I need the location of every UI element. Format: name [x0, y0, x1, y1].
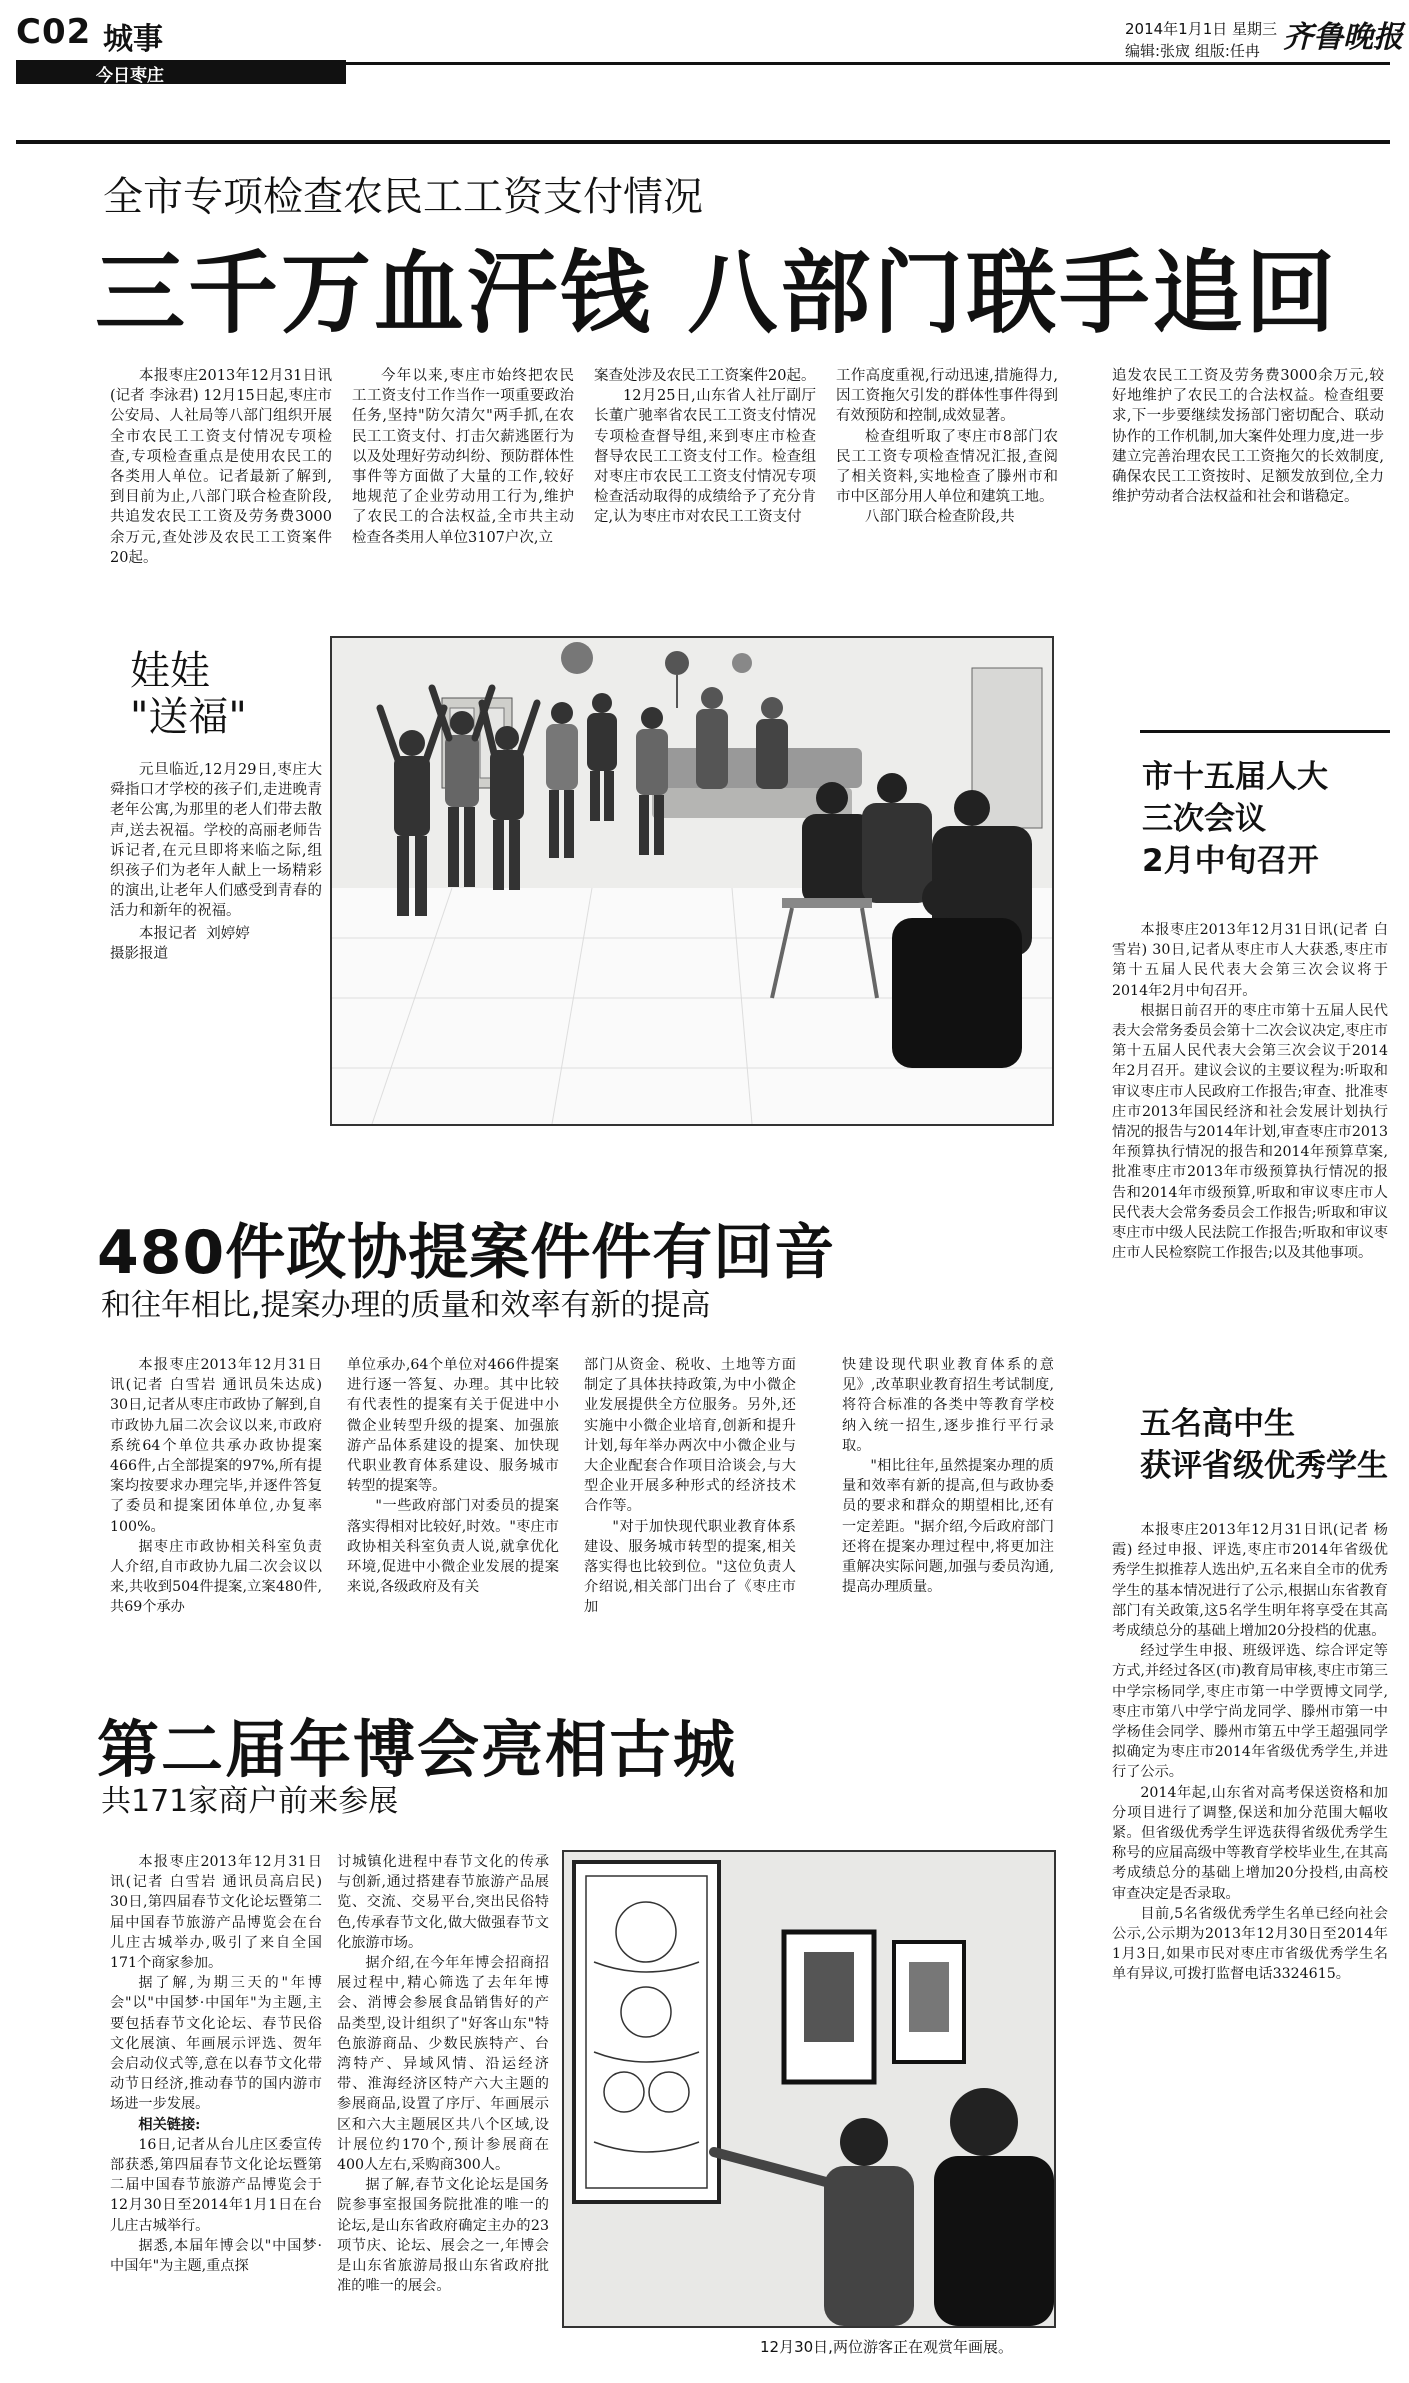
article-paragraph: 单位承办,64个单位对466件提案进行逐一答复、办理。其中比较有代表性的提案有关于促进中小微企业转型升级的提案、加强旅游产品体系建设的提案、加快现代职业教育体系建设、服务城市转型的提案等。 — [347, 1357, 559, 1495]
article-paragraph: 目前,5名省级优秀学生名单已经向社会公示,公示期为2013年12月30日至2014年1月3日,如果市民对枣庄市省级优秀学生名单有异议,可拨打监督电话3324615。 — [1112, 1905, 1388, 1983]
congress-headline: 市十五届人大 三次会议 2月中旬召开 — [1142, 759, 1328, 879]
right-column-rule — [1140, 730, 1390, 733]
wages-column-3 — [594, 366, 816, 576]
proposals-column-3 — [584, 1355, 796, 1660]
students-headline: 五名高中生 获评省级优秀学生 — [1140, 1406, 1388, 1484]
wages-column-4 — [836, 366, 1058, 576]
article-paragraph: 本报枣庄2013年12月31日讯(记者 白雪岩 通讯员朱达成) 30日,记者从枣庄市政协了解到,自市政协九届二次会议以来,市政府系统64个单位共承办政协提案466件,占全部提案的97%,所有提案均按要求办理完毕,并逐件答复了委员和提案团体单位,办复率100%。 — [110, 1357, 322, 1535]
article-paragraph: 本报枣庄2013年12月31日讯(记者 白雪岩) 30日,记者从枣庄市人大获悉,枣庄市第十五届人民代表大会第三次会议将于2014年2月中旬召开。 — [1112, 922, 1388, 999]
article-paragraph: "相比往年,虽然提案办理的质量和效率有新的提高,但与政协委员的要求和群众的期望相比,还有一定差距。"据介绍,今后政府部门还将在提案办理过程中,将更加注重解决实际问题,加强与委员沟通,提高办理质量。 — [842, 1458, 1054, 1596]
editor-credits: 编辑:张宬 组版:任冉 — [1125, 42, 1260, 60]
article-paragraph: 相关链接: — [138, 2116, 201, 2133]
wages-column-2 — [352, 366, 574, 576]
expo-column-1 — [110, 1852, 322, 2342]
article-paragraph: "一些政府部门对委员的提案落实得相对比较好,时效。"枣庄市政协相关科室负责人说,就拿优化环境,促进中小微企业发展的提案来说,各级政府及有关 — [347, 1498, 559, 1596]
newspaper-logo: 齐鲁晚报 — [1283, 20, 1403, 55]
kids-byline: 本报记者 刘婷婷 摄影报道 — [110, 925, 250, 962]
section-name: 城事 — [103, 22, 163, 57]
expo-column-2 — [337, 1852, 549, 2342]
article-paragraph: 根据日前召开的枣庄市第十五届人民代表大会常务委员会第十二次会议决定,枣庄市第十五届人民代表大会第三次会议于2014年2月召开。建议会议的主要议程为:听取和审议枣庄市人民政府工作报告;审查、批准枣庄市2013年国民经济和社会发展计划执行情况的报告与2014年计划,审查枣庄市2013年预算执行情况的报告和2014年预算草案,批准枣庄市2013年市级预算执行情况的报告和2014年市级预算,听取和审议枣庄市人民代表大会常务委员会工作报告;听取和审议枣庄市中级人民法院工作报告;听取和审议枣庄市人民检察院工作报告;以及其他事项。 — [1112, 1002, 1388, 1262]
article-paragraph: 经过学生申报、班级评选、综合评定等方式,并经过各区(市)教育局审核,枣庄市第三中学宗杨同学,枣庄市第一中学贾博文同学,枣庄市第八中学宁尚龙同学、滕州市第一中学杨佳会同学、滕州市第五中学王超强同学拟确定为枣庄市2014年省级优秀学生,并进行了公示。 — [1112, 1643, 1388, 1781]
photo-children-illustration — [332, 638, 1052, 1124]
kids-caption — [110, 760, 322, 1060]
article-paragraph: 本报枣庄2013年12月31日讯(记者 白雪岩 通讯员高启民) 30日,第四届春节文化论坛暨第二届中国春节旅游产品博览会在台儿庄古城举办,吸引了来自全国171个商家参加。 — [110, 1854, 322, 1972]
article-paragraph: 案查处涉及农民工工资案件20起。 — [594, 368, 816, 384]
article-paragraph: 本报枣庄2013年12月31日讯(记者 李泳君) 12月15日起,枣庄市公安局、人社局等八部门组织开展全市农民工工资支付情况专项检查,专项检查重点是使用农民工的各类用人单位。记者最新了解到,到目前为止,八部门联合检查阶段,共追发农民工工资及劳务费3000余万元,查处涉及农民工工资案件20起。 — [110, 368, 332, 566]
issue-date: 2014年1月1日 星期三 — [1125, 20, 1278, 38]
proposals-headline: 480件政协提案件件有回音 — [97, 1218, 836, 1288]
article-paragraph: 快建设现代职业教育体系的意见》,改革职业教育招生考试制度,将符合标准的各类中等教育学校纳入统一招生,逐步推行平行录取。 — [842, 1357, 1054, 1454]
expo-subhead: 共171家商户前来参展 — [101, 1784, 399, 1819]
article-paragraph: 今年以来,枣庄市始终把农民工工资支付工作当作一项重要政治任务,坚持"防欠清欠"两手抓,在农民工工资支付、打击欠薪逃匿行为以及处理好劳动纠纷、预防群体性事件等方面做了大量的工作,较好地规范了企业劳动用工行为,维护了农民工的合法权益,全市共主动检查各类用人单位3107户次,立 — [352, 368, 574, 546]
article-paragraph: 检查组听取了枣庄市8部门农民工工资专项检查情况汇报,查阅了相关资料,实地检查了滕州市和市中区部分用人单位和建筑工地。 — [836, 428, 1058, 506]
article-paragraph: "对于加快现代职业教育体系建设、服务城市转型的提案,相关落实得也比较到位。"这位负责人介绍说,相关部门出台了《枣庄市加 — [584, 1518, 796, 1616]
kids-title — [130, 648, 247, 740]
article-paragraph: 12月25日,山东省人社厅副厅长董广驰率省农民工工资支付情况专项检查督导组,来到枣庄市检查督导农民工工资支付工作。检查组对枣庄市农民工工资支付情况专项检查活动取得的成绩给予了充分肯定,认为枣庄市对农民工工资支付 — [594, 388, 816, 526]
wages-headline: 三千万血汗钱 八部门联手追回 — [95, 241, 1339, 346]
article-paragraph: 追发农民工工资及劳务费3000余万元,较好地维护了农民工的合法权益。检查组要求,下一步要继续发扬部门密切配合、联动协作的工作机制,加大案件处理力度,进一步建立完善治理农民工工资拖欠的长效制度,确保农民工工资按时、足额发放到位,全力维护劳动者合法权益和社会和谐稳定。 — [1112, 368, 1384, 506]
article-paragraph: 据悉,本届年博会以"中国梦·中国年"为主题,重点探 — [110, 2237, 322, 2275]
article-paragraph: 2014年起,山东省对高考保送资格和加分项目进行了调整,保送和加分范围大幅收紧。但省级优秀学生评选获得省级优秀学生称号的应届高级中等教育学校毕业生,在其高考成绩总分的基础上增加20分投档,由高校审查决定是否录取。 — [1112, 1784, 1388, 1902]
header-section-bar — [16, 60, 346, 84]
article-paragraph: 工作高度重视,行动迅速,措施得力,因工资拖欠引发的群体性事件得到有效预防和控制,成效显著。 — [836, 368, 1058, 425]
proposals-subhead: 和往年相比,提案办理的质量和效率有新的提高 — [101, 1288, 711, 1323]
photo-expo-illustration — [564, 1852, 1054, 2326]
article-paragraph: 16日,记者从台儿庄区委宣传部获悉,第四届春节文化论坛暨第二届中国春节旅游产品博览会于12月30日至2014年1月1日在台儿庄古城举行。 — [110, 2136, 322, 2234]
kids-title-line: 娃娃 "送福" — [130, 648, 247, 740]
expo-photo-caption: 12月30日,两位游客正在观赏年画展。 — [760, 2338, 1013, 2356]
top-divider — [16, 140, 1390, 144]
wages-column-5 — [1112, 366, 1384, 576]
page-code: C02 — [16, 12, 92, 52]
expo-headline: 第二届年博会亮相古城 — [97, 1713, 738, 1786]
photo-children-performing — [330, 636, 1054, 1126]
congress-body — [1112, 920, 1388, 1380]
article-paragraph: 八部门联合检查阶段,共 — [865, 509, 1015, 526]
article-paragraph: 据了解,为期三天的"年博会"以"中国梦·中国年"为主题,主要包括春节文化论坛、春节民俗文化展演、年画展示评选、贺年会启动仪式等,意在以春节文化带动节日经济,推动春节的国内游市场进一步发展。 — [110, 1975, 322, 2113]
proposals-column-4 — [842, 1355, 1054, 1660]
photo-visitors-viewing-paintings — [562, 1850, 1056, 2328]
article-paragraph: 讨城镇化进程中春节文化的传承与创新,通过搭建春节旅游产品展览、交流、交易平台,突出民俗特色,传承春节文化,做大做强春节文化旅游市场。 — [337, 1854, 549, 1951]
article-paragraph: 据介绍,在今年年博会招商招展过程中,精心筛选了去年年博会、消博会参展食品销售好的产品类型,设计组织了"好客山东"特色旅游商品、少数民族特产、台湾特产、异域风情、沿运经济带、淮海经济区特产六大主题的参展商品,设置了序厅、年画展示区和六大主题展区共八个区域,设计展位约170个,预计参展商在400人左右,采购商300人。 — [337, 1955, 549, 2174]
proposals-column-2 — [347, 1355, 559, 1660]
students-body — [1112, 1520, 1388, 2330]
article-paragraph: 部门从资金、税收、土地等方面制定了具体扶持政策,为中小微企业发展提供全方位服务。另外,还实施中小微企业培育,创新和提升计划,每年举办两次中小微企业与大企业配套合作项目洽谈会,与大型企业开展多种形式的经济技术合作等。 — [584, 1357, 796, 1515]
kids-caption-text: 元旦临近,12月29日,枣庄大舜指口才学校的孩子们,走进晚青老年公寓,为那里的老人们带去散声,送去祝福。学校的高丽老师告诉记者,在元旦即将来临之际,组织孩子们为老年人献上一场精彩的演出,让老年人们感受到青春的活力和新年的祝福。 — [110, 762, 322, 920]
article-paragraph: 据枣庄市政协相关科室负责人介绍,自市政协九届二次会议以来,共收到504件提案,立案480件,共69个承办 — [110, 1538, 322, 1616]
proposals-column-1 — [110, 1355, 322, 1660]
subsection-name: 今日枣庄 — [96, 66, 164, 86]
wages-column-1 — [110, 366, 332, 576]
article-paragraph: 据了解,春节文化论坛是国务院参事室报国务院批准的唯一的论坛,是山东省政府确定主办的23项节庆、论坛、展会之一,年博会是山东省旅游局报山东省政府批准的唯一的展会。 — [337, 2177, 549, 2295]
wages-kicker: 全市专项检查农民工工资支付情况 — [103, 174, 703, 220]
article-paragraph: 本报枣庄2013年12月31日讯(记者 杨霞) 经过申报、评选,枣庄市2014年省级优秀学生拟推荐人选出炉,五名来自全市的优秀学生的基本情况进行了公示,根据山东省教育部门有关政策,这5名学生明年将享受在其高考成绩总分的基础上增加20分投档的优惠。 — [1112, 1522, 1388, 1640]
